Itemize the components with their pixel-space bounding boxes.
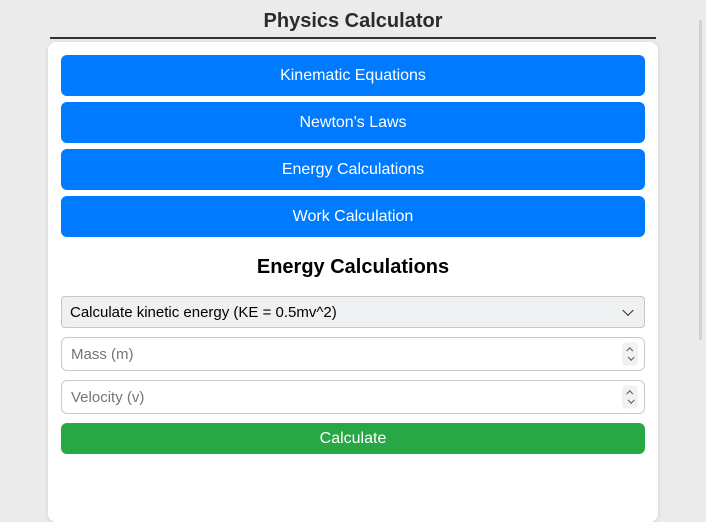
mass-stepper[interactable] (622, 343, 638, 366)
chevron-down-icon (627, 397, 634, 404)
nav-button-work-calculation[interactable]: Work Calculation (61, 196, 645, 237)
section-heading: Energy Calculations (256, 256, 450, 278)
main-container (48, 9, 658, 522)
page-title: Physics Calculator (263, 10, 443, 32)
calculate-button[interactable]: Calculate (61, 423, 645, 454)
calculator-card (48, 42, 658, 522)
velocity-field-wrap (61, 380, 645, 414)
calculation-type-select-wrap (61, 296, 645, 328)
velocity-stepper[interactable] (622, 386, 638, 409)
velocity-input[interactable] (61, 380, 645, 414)
chevron-down-icon (627, 354, 634, 361)
nav-button-kinematic-equations[interactable]: Kinematic Equations (61, 55, 645, 96)
vertical-scrollbar-thumb[interactable] (699, 20, 702, 340)
nav-button-newtons-laws[interactable]: Newton's Laws (61, 102, 645, 143)
title-divider (50, 37, 656, 39)
physics-calculator-page (0, 9, 706, 469)
calculation-type-select[interactable] (61, 296, 645, 328)
nav-button-energy-calculations[interactable]: Energy Calculations (61, 149, 645, 190)
chevron-up-icon (626, 347, 633, 354)
mass-input[interactable] (61, 337, 645, 371)
chevron-up-icon (626, 390, 633, 397)
mass-field-wrap (61, 337, 645, 371)
